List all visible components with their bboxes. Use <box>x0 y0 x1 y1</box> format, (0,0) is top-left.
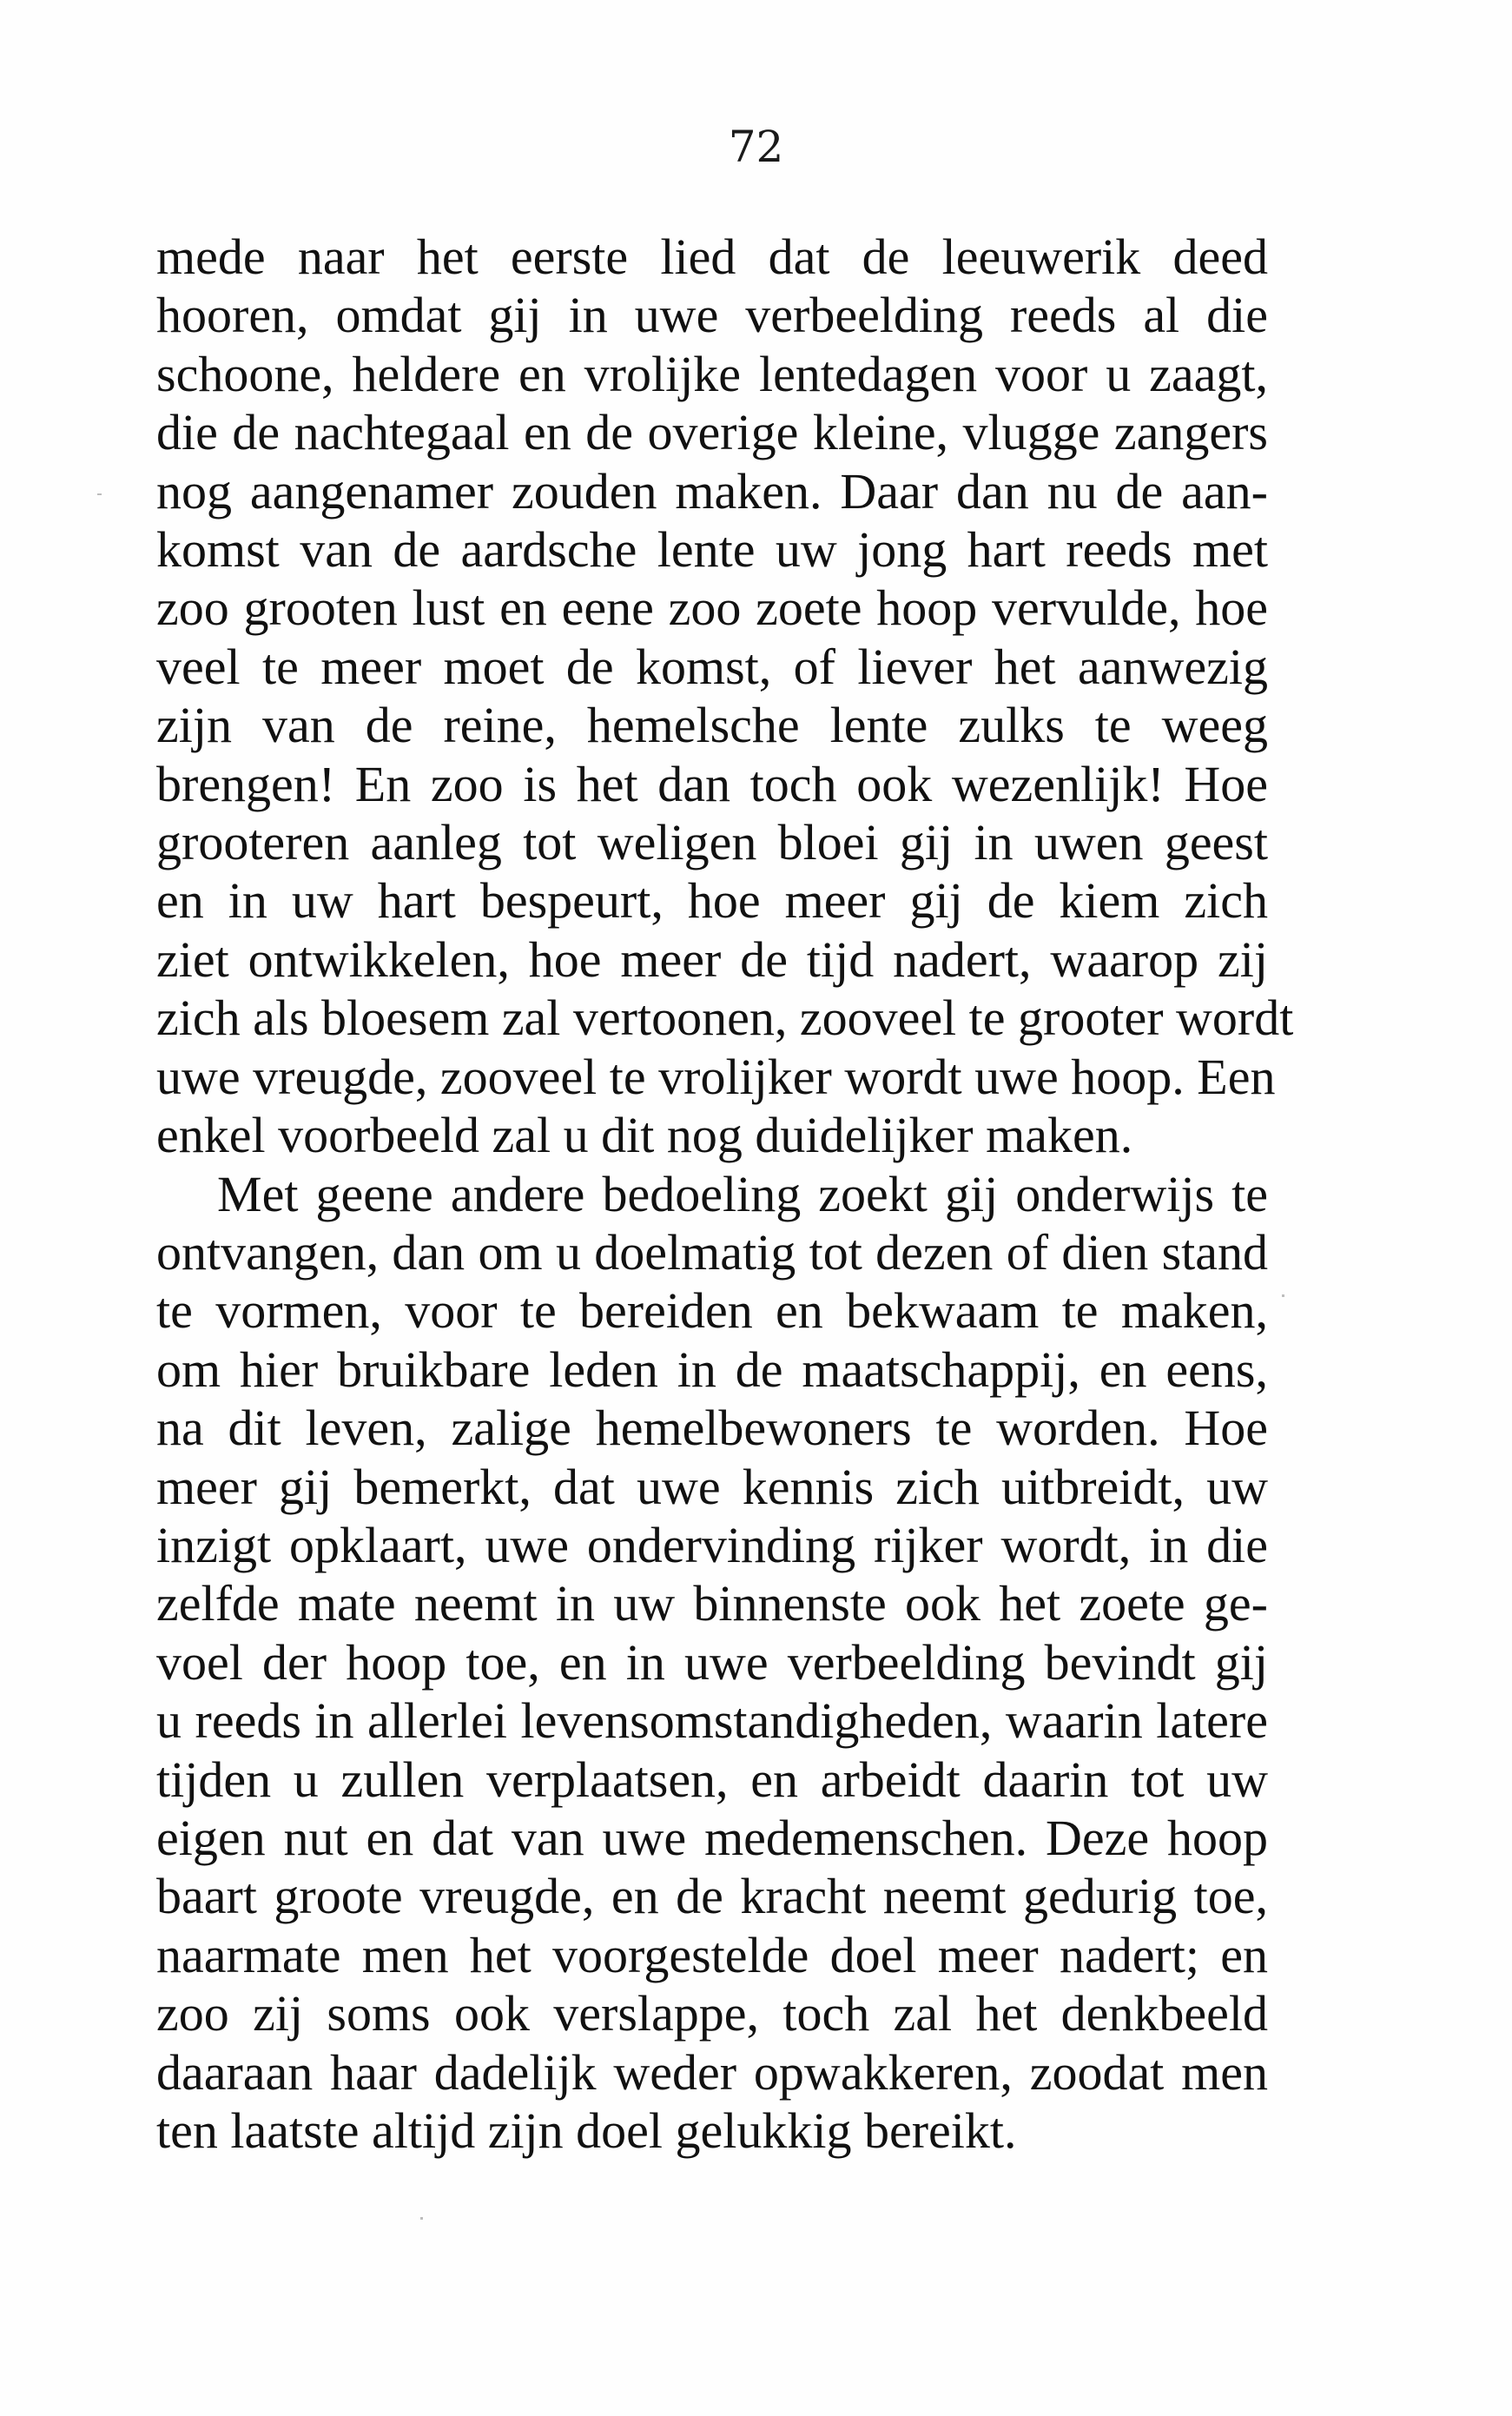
text-line: uwe vreugde, zooveel te vrolijker wordt uwe hoop. Een <box>156 1048 1276 1105</box>
text-line: grooteren aanleg tot weligen bloei gij in uwen geest <box>156 814 1268 871</box>
text-line: te vormen, voor te bereiden en bekwaam te maken, <box>156 1282 1268 1340</box>
text-line: om hier bruikbare leden in de maatschappij, en eens, <box>156 1340 1268 1398</box>
text-line: ontvangen, dan om u doelmatig tot dezen of dien stand <box>156 1223 1268 1281</box>
text-line: eigen nut en dat van uwe medemenschen. Deze hoop <box>156 1809 1268 1866</box>
text-line: zich als bloesem zal vertoonen, zooveel te grooter wordt <box>156 990 1294 1047</box>
paragraph-1 <box>156 228 1294 1165</box>
text-line: zijn van de reine, hemelsche lente zulks te weeg <box>156 697 1268 754</box>
text-line: tijden u zullen verplaatsen, en arbeidt daarin tot uw <box>156 1751 1268 1808</box>
text-line: komst van de aardsche lente uw jong hart reeds met <box>156 521 1268 579</box>
text-line: die de nachtegaal en de overige kleine, vlugge zangers <box>156 404 1268 461</box>
paragraph-2 <box>156 1165 1268 2161</box>
text-line: ziet ontwikkelen, hoe meer de tijd nadert, waarop zij <box>156 930 1268 988</box>
margin-speck <box>97 493 102 495</box>
text-line: brengen! En zoo is het dan toch ook wezenlijk! Hoe <box>156 755 1268 812</box>
text-line: daaraan haar dadelijk weder opwakkeren, zoodat men <box>156 2043 1268 2101</box>
text-line: enkel voorbeeld zal u dit nog duidelijker maken. <box>156 1107 1133 1164</box>
text-line: mede naar het eerste lied dat de leeuwerik deed <box>156 228 1268 285</box>
body-text <box>156 228 1294 2160</box>
text-line: naarmate men het voorgestelde doel meer nadert; en <box>156 1926 1268 1983</box>
text-line: na dit leven, zalige hemelbewoners te worden. Hoe <box>156 1400 1268 1457</box>
text-line: ten laatste altijd zijn doel gelukkig bereikt. <box>156 2102 1017 2159</box>
text-line: meer gij bemerkt, dat uwe kennis zich uitbreidt, uw <box>156 1458 1268 1515</box>
text-line: zelfde mate neemt in uw binnenste ook het zoete ge- <box>156 1575 1268 1632</box>
text-line: voel der hoop toe, en in uwe verbeelding bevindt gij <box>156 1633 1268 1691</box>
text-line: en in uw hart bespeurt, hoe meer gij de kiem zich <box>156 872 1268 930</box>
text-line: u reeds in allerlei levensomstandigheden, waarin latere <box>156 1692 1268 1750</box>
text-line: hooren, omdat gij in uwe verbeelding reeds al die <box>156 287 1268 344</box>
margin-speck <box>1282 1294 1284 1297</box>
page-number: 72 <box>728 122 784 172</box>
text-line: baart groote vreugde, en de kracht neemt gedurig toe, <box>156 1868 1268 1925</box>
text-line: Met geene andere bedoeling zoekt gij onderwijs te <box>217 1165 1268 1222</box>
text-line: nog aangenamer zouden maken. Daar dan nu de aan- <box>156 462 1268 520</box>
text-line: zoo zij soms ook verslappe, toch zal het denkbeeld <box>156 1985 1268 2042</box>
text-line: inzigt opklaart, uwe ondervinding rijker wordt, in die <box>156 1516 1268 1573</box>
text-line: veel te meer moet de komst, of liever het aanwezig <box>156 638 1268 695</box>
text-line: zoo grooten lust en eene zoo zoete hoop vervulde, hoe <box>156 579 1268 637</box>
text-line: schoone, heldere en vrolijke lentedagen voor u zaagt, <box>156 345 1268 402</box>
margin-speck <box>420 2217 423 2220</box>
